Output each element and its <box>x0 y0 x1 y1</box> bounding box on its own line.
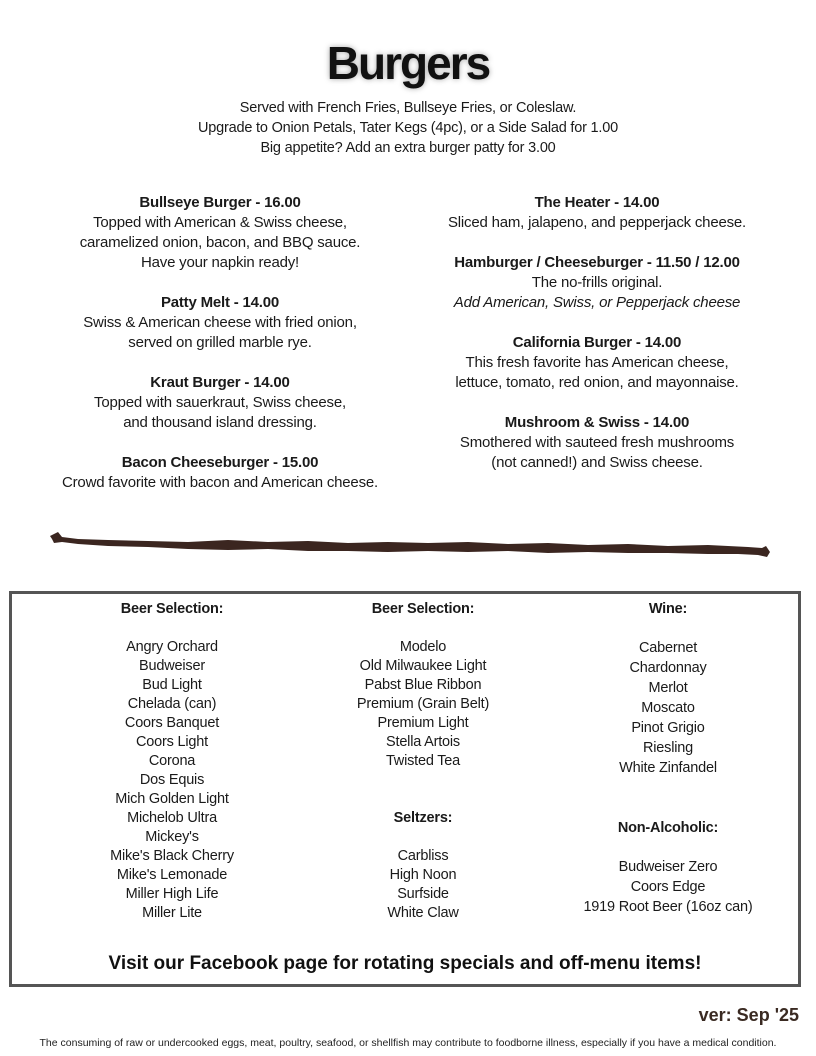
list-item: Corona <box>148 753 196 769</box>
list-item: Premium (Grain Belt) <box>356 696 490 712</box>
non-alcoholic-list <box>543 857 793 917</box>
food-safety-disclaimer: The consuming of raw or undercooked eggs, meat, poultry, seafood, or shellfish may contribute to foodborne illness, especially if you have a medical condition. <box>39 1037 777 1049</box>
list-item: 1919 Root Beer (16oz can) <box>583 899 753 915</box>
menu-item-note: Add American, Swiss, or Pepperjack cheese <box>453 294 741 311</box>
drinks-box <box>9 591 801 987</box>
menu-item-desc: Swiss & American cheese with fried onion, <box>83 314 357 331</box>
intro-text <box>0 98 816 158</box>
list-item: Modelo <box>399 639 447 655</box>
list-item: Michelob Ultra <box>127 810 217 826</box>
list-item: Mickey's <box>145 829 199 845</box>
menu-item-name: Hamburger / Cheeseburger - 11.50 / 12.00 <box>454 254 740 271</box>
brush-stroke-shape <box>50 532 770 557</box>
list-item: Premium Light <box>377 715 469 731</box>
beer-list <box>298 638 548 771</box>
menu-item <box>30 453 410 493</box>
list-item: Coors Banquet <box>124 715 220 731</box>
menu-item-desc: Sliced ham, jalapeno, and pepperjack cheese. <box>447 214 747 231</box>
menu-item-name: Mushroom & Swiss - 14.00 <box>504 414 690 431</box>
list-item: Riesling <box>643 740 693 756</box>
list-item: Moscato <box>641 700 695 716</box>
section-heading: Beer Selection: <box>371 601 475 617</box>
list-item: Budweiser Zero <box>618 859 718 875</box>
burger-column-right <box>407 193 787 493</box>
menu-item <box>30 293 410 353</box>
list-item: Mich Golden Light <box>115 791 229 807</box>
list-item: Mike's Lemonade <box>116 867 228 883</box>
list-item: Twisted Tea <box>385 753 461 769</box>
list-item: Coors Edge <box>630 879 706 895</box>
list-item: Surfside <box>397 886 449 902</box>
menu-item-name: Patty Melt - 14.00 <box>160 294 280 311</box>
section-heading: Non-Alcoholic: <box>617 820 719 836</box>
menu-item <box>407 193 787 233</box>
list-item: Angry Orchard <box>126 639 218 655</box>
list-item: Dos Equis <box>139 772 205 788</box>
beer-column-1 <box>47 600 297 923</box>
list-item: Mike's Black Cherry <box>110 848 234 864</box>
list-item: High Noon <box>389 867 457 883</box>
section-heading: Wine: <box>648 601 688 617</box>
list-item: Pinot Grigio <box>631 720 705 736</box>
menu-item <box>407 413 787 473</box>
menu-item-desc: caramelized onion, bacon, and BBQ sauce. <box>79 234 361 251</box>
list-item: Miller Lite <box>142 905 202 921</box>
list-item: Carbliss <box>397 848 449 864</box>
version-label: ver: Sep '25 <box>698 1005 799 1025</box>
list-item: Bud Light <box>142 677 202 693</box>
wine-list <box>543 638 793 778</box>
menu-item-name: Bacon Cheeseburger - 15.00 <box>121 454 319 471</box>
burger-column-left <box>30 193 410 513</box>
beer-column-2 <box>298 600 548 923</box>
list-item: White Zinfandel <box>619 760 717 776</box>
section-heading: Seltzers: <box>393 810 453 826</box>
menu-item-desc: Topped with sauerkraut, Swiss cheese, <box>94 394 346 411</box>
section-heading: Beer Selection: <box>120 601 224 617</box>
list-item: Cabernet <box>638 640 698 656</box>
intro-line: Served with French Fries, Bullseye Fries, or Coleslaw. <box>239 100 577 116</box>
page-title: Burgers <box>326 37 490 89</box>
menu-item-desc: (not canned!) and Swiss cheese. <box>491 454 703 471</box>
wine-column <box>543 600 793 917</box>
menu-item-name: The Heater - 14.00 <box>534 194 660 211</box>
menu-item-desc: Topped with American & Swiss cheese, <box>93 214 347 231</box>
non-alcoholic-section <box>543 819 793 917</box>
menu-item-desc: Have your napkin ready! <box>141 254 299 271</box>
menu-item <box>30 373 410 433</box>
list-item: White Claw <box>387 905 459 921</box>
intro-line: Upgrade to Onion Petals, Tater Kegs (4pc), or a Side Salad for 1.00 <box>198 120 618 136</box>
list-item: Old Milwaukee Light <box>359 658 487 674</box>
menu-item-desc: This fresh favorite has American cheese, <box>465 354 729 371</box>
brush-stroke-divider <box>48 526 776 566</box>
menu-item <box>407 333 787 393</box>
menu-item-name: Kraut Burger - 14.00 <box>150 374 290 391</box>
seltzers-section <box>298 809 548 923</box>
seltzer-list <box>298 847 548 923</box>
menu-item <box>407 253 787 313</box>
menu-item <box>30 193 410 273</box>
menu-item-desc: The no-frills original. <box>531 274 663 291</box>
beer-list <box>47 638 297 923</box>
facebook-callout: Visit our Facebook page for rotating specials and off-menu items! <box>108 953 702 974</box>
menu-item-desc: and thousand island dressing. <box>123 414 317 431</box>
list-item: Budweiser <box>139 658 205 674</box>
list-item: Miller High Life <box>125 886 219 902</box>
list-item: Pabst Blue Ribbon <box>364 677 482 693</box>
menu-item-desc: Smothered with sauteed fresh mushrooms <box>459 434 735 451</box>
list-item: Coors Light <box>136 734 208 750</box>
menu-item-name: Bullseye Burger - 16.00 <box>139 194 301 211</box>
list-item: Chelada (can) <box>127 696 217 712</box>
menu-item-desc: Crowd favorite with bacon and American cheese. <box>62 474 378 491</box>
menu-item-desc: served on grilled marble rye. <box>128 334 312 351</box>
list-item: Chardonnay <box>629 660 707 676</box>
list-item: Stella Artois <box>386 734 460 750</box>
intro-line: Big appetite? Add an extra burger patty for 3.00 <box>260 140 556 156</box>
menu-item-name: California Burger - 14.00 <box>512 334 682 351</box>
menu-item-desc: lettuce, tomato, red onion, and mayonnaise. <box>455 374 739 391</box>
list-item: Merlot <box>648 680 688 696</box>
